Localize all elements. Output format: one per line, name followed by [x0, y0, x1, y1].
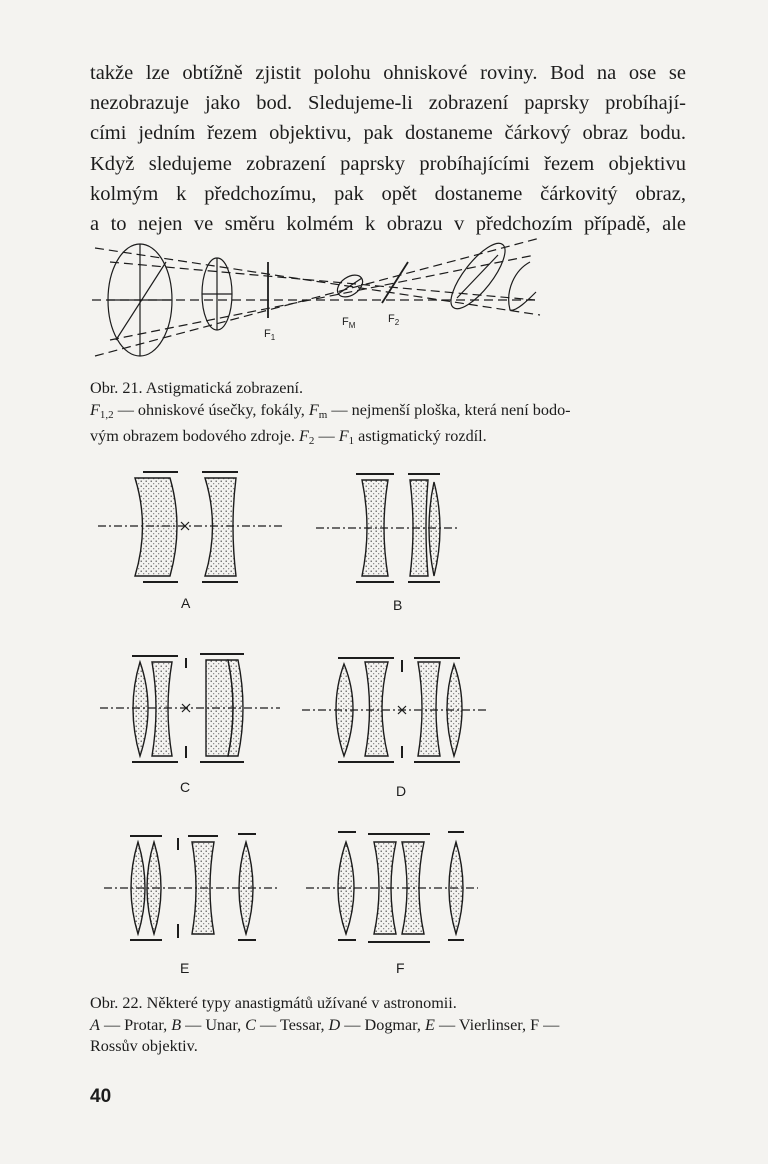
body-line: takže lze obtížně zjistit polohu ohniskové roviny. Bod na ose se	[90, 62, 686, 84]
lens-element	[205, 478, 236, 576]
lens-group-d	[336, 662, 462, 756]
caption-title: Obr. 21. Astigmatická zobrazení.	[90, 379, 304, 397]
label-lens-b: B	[393, 597, 403, 613]
body-line: cími jedním řezem objektivu, pak dostaneme čárkový obraz bodu.	[90, 122, 686, 145]
lens-element	[418, 662, 440, 756]
caption-title: Obr. 22. Některé typy anastigmátů užívané v astronomii.	[90, 994, 457, 1012]
lens-element	[152, 662, 172, 756]
label-lens-c: C	[180, 779, 191, 795]
page-number: 40	[90, 1086, 112, 1107]
label-fm: $F_M$	[342, 316, 356, 330]
body-line: a to nejen ve směru kolmém k obrazu v předchozím případě, ale	[90, 212, 686, 235]
lens-element	[429, 482, 440, 576]
label-f1: $F_1$	[264, 328, 276, 342]
caption-legend-line: Rossův objektiv.	[90, 1037, 198, 1055]
caption-line: $F_{1,2}$ — ohniskové úsečky, fokály, $F_m$ — nejmenší ploška, která není bodo-	[90, 400, 571, 421]
label-lens-a: A	[181, 595, 191, 611]
lens-element	[135, 478, 177, 576]
body-line: Když sledujeme zobrazení paprsky probíhajícími řezem objektivu	[90, 152, 686, 175]
caption-line: vým obrazem bodového zdroje. $F_2$ — $F_1$ astigmatický rozdíl.	[90, 427, 487, 447]
label-lens-e: E	[180, 960, 190, 976]
body-line: nezobrazuje jako bod. Sledujeme-li zobrazení paprsky probíhají-	[90, 92, 686, 115]
caption-legend-line: A — Protar, B — Unar, C — Tessar, D — Dogmar, E — Vierlinser, F —	[90, 1015, 560, 1034]
label-f2: $F_2$	[388, 313, 400, 327]
figure-22-caption	[90, 993, 686, 1058]
label-lens-f: F	[396, 960, 405, 976]
lens-element	[133, 662, 148, 756]
label-lens-d: D	[396, 783, 407, 799]
lens-element	[365, 662, 388, 756]
body-line: kolmým k předchozímu, pak opět dostaneme čárkovitý obraz,	[90, 182, 686, 205]
